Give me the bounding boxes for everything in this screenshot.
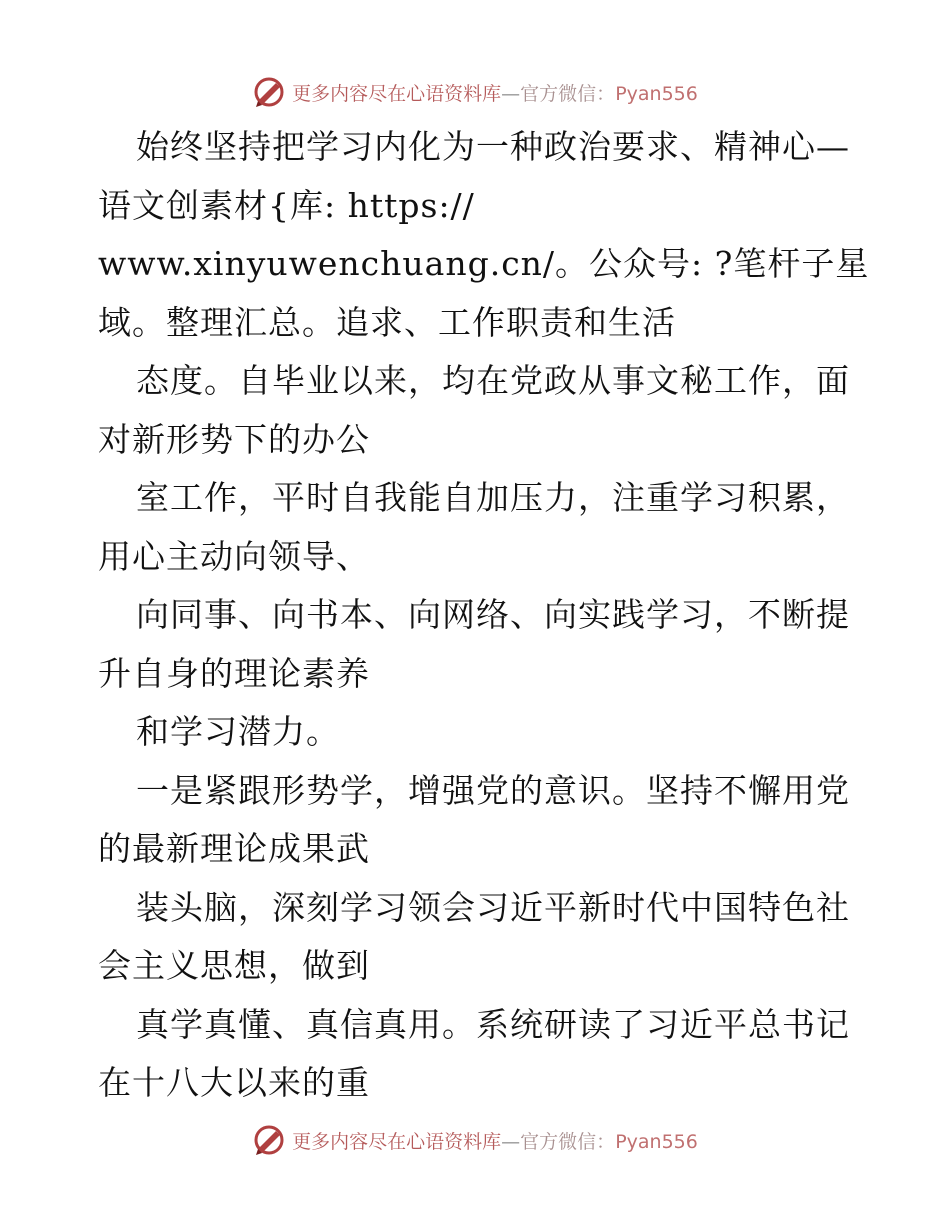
text-line: 会主义思想，做到: [98, 946, 370, 985]
watermark-text: [292, 79, 698, 106]
watermark-text: [292, 1127, 698, 1154]
text-line: 升自身的理论素养: [98, 653, 370, 693]
text-line: 对新形势下的办公: [98, 419, 370, 459]
text-line: 室工作，平时自我能自加压力，注重学习积累，: [136, 478, 850, 517]
text-line: 装头脑，深刻学习领会习近平新时代中国特色社: [136, 887, 850, 927]
text-line: www.xinyuwenchuang.cn/。公众号: ?笔杆子星: [98, 244, 870, 283]
watermark-main: 更多内容尽在心语资料库: [292, 82, 502, 105]
watermark-wechat-id: Pyan556: [615, 82, 698, 105]
text-line: 真学真懂、真信真用。系统研读了习近平总书记: [136, 1004, 850, 1044]
pen-logo-icon: [252, 75, 286, 109]
text-line: 一是紧跟形势学，增强党的意识。坚持不懈用党: [136, 770, 850, 810]
watermark-separator: —: [501, 1130, 521, 1153]
text-line: 在十八大以来的重: [98, 1063, 370, 1102]
watermark-main: 更多内容尽在心语资料库: [292, 1130, 502, 1153]
watermark-wechat-id: Pyan556: [615, 1130, 698, 1153]
document-body: [98, 118, 868, 1113]
pen-logo-icon: [252, 1123, 286, 1157]
text-line: 语文创素材{库: https://: [98, 185, 475, 225]
footer-watermark-banner: [0, 1120, 950, 1160]
text-line: 和学习潜力。: [136, 712, 340, 751]
text-line: 向同事、向书本、向网络、向实践学习，不断提: [136, 595, 850, 634]
header-watermark-banner: [0, 72, 950, 112]
watermark-separator: —: [501, 82, 521, 105]
text-line: 用心主动向领导、: [98, 536, 370, 576]
watermark-official: 官方微信：: [520, 1130, 616, 1153]
text-line: 的最新理论成果武: [98, 829, 370, 868]
watermark-official: 官方微信：: [520, 82, 616, 105]
text-line: 态度。自毕业以来，均在党政从事文秘工作，面: [136, 361, 850, 400]
text-line: 域。整理汇总。追求、工作职责和生活: [98, 302, 676, 342]
text-line: 始终坚持把学习内化为一种政治要求、精神心—: [136, 127, 850, 166]
